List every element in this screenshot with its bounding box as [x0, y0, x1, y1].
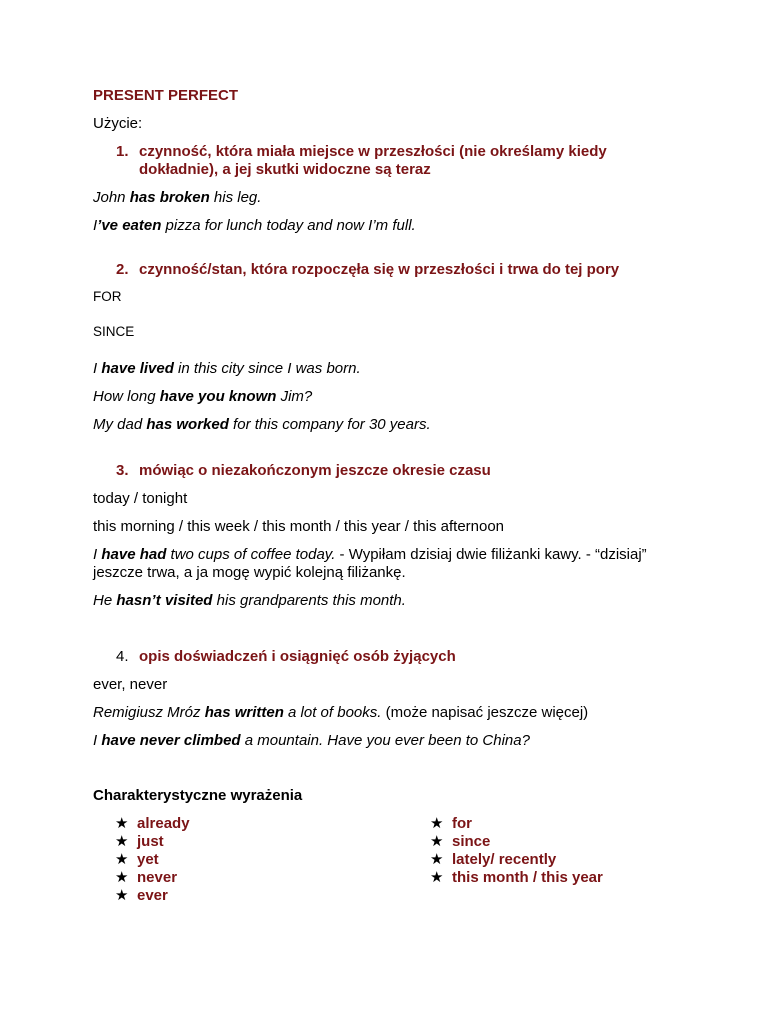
example-sentence: How long have you known Jim? [93, 388, 313, 405]
list-item: ★ ever [115, 887, 168, 904]
star-icon: ★ [430, 815, 444, 832]
section-2-heading: czynność/stan, która rozpoczęła się w przeszłości i trwa do tej pory [139, 261, 620, 278]
star-icon: ★ [115, 815, 129, 832]
star-icon: ★ [115, 833, 129, 850]
star-icon: ★ [430, 851, 444, 868]
section-1-heading: czynność, która miała miejsce w przeszłości (nie określamy kiedy dokładnie), a jej skutki widoczne są teraz [139, 143, 607, 178]
star-icon: ★ [430, 869, 444, 886]
example-sentence: He hasn’t visited his grandparents this month. [93, 592, 406, 609]
list-item: ★ yet [115, 851, 159, 868]
star-icon: ★ [115, 887, 129, 904]
section-4-heading: opis doświadczeń i osiągnięć osób żyjących [139, 648, 456, 665]
star-icon: ★ [115, 869, 129, 886]
example-sentence: I have had two cups of coffee today. - Wypiłam dzisiaj dwie filiżanki kawy. - “dzisiaj” jeszcze trwa, a ja mogę wypić kolejną filiżankę. [93, 546, 647, 581]
usage-label: Użycie: [93, 115, 143, 132]
keyword-line: ever, never [93, 676, 168, 693]
keyword-line: this morning / this week / this month / this year / this afternoon [93, 518, 505, 535]
star-icon: ★ [115, 851, 129, 868]
example-sentence: I’ve eaten pizza for lunch today and now I’m full. [93, 217, 416, 234]
list-item: ★ lately/ recently [430, 851, 557, 868]
list-item: ★ since [430, 833, 491, 850]
example-sentence: I have lived in this city since I was born. [93, 360, 361, 377]
keyword-since: SINCE [93, 324, 135, 339]
example-sentence: My dad has worked for this company for 30 years. [93, 416, 431, 433]
section-3-number: 3. [116, 462, 129, 479]
page-title: PRESENT PERFECT [93, 87, 239, 104]
list-item: ★ this month / this year [430, 869, 603, 886]
list-item: ★ just [115, 833, 164, 850]
keyword-for: FOR [93, 289, 122, 304]
expressions-heading: Charakterystyczne wyrażenia [93, 787, 303, 804]
keyword-line: today / tonight [93, 490, 188, 507]
example-sentence: Remigiusz Mróz has written a lot of books. (może napisać jeszcze więcej) [93, 704, 589, 721]
list-item: ★ for [430, 815, 472, 832]
section-1-number: 1. [116, 143, 129, 160]
example-sentence: I have never climbed a mountain. Have you ever been to China? [93, 732, 530, 749]
list-item: ★ already [115, 815, 190, 832]
list-item: ★ never [115, 869, 178, 886]
star-icon: ★ [430, 833, 444, 850]
section-3-heading: mówiąc o niezakończonym jeszcze okresie czasu [139, 462, 491, 479]
example-sentence: John has broken his leg. [93, 189, 262, 206]
section-4-number: 4. [116, 648, 129, 665]
section-2-number: 2. [116, 261, 129, 278]
